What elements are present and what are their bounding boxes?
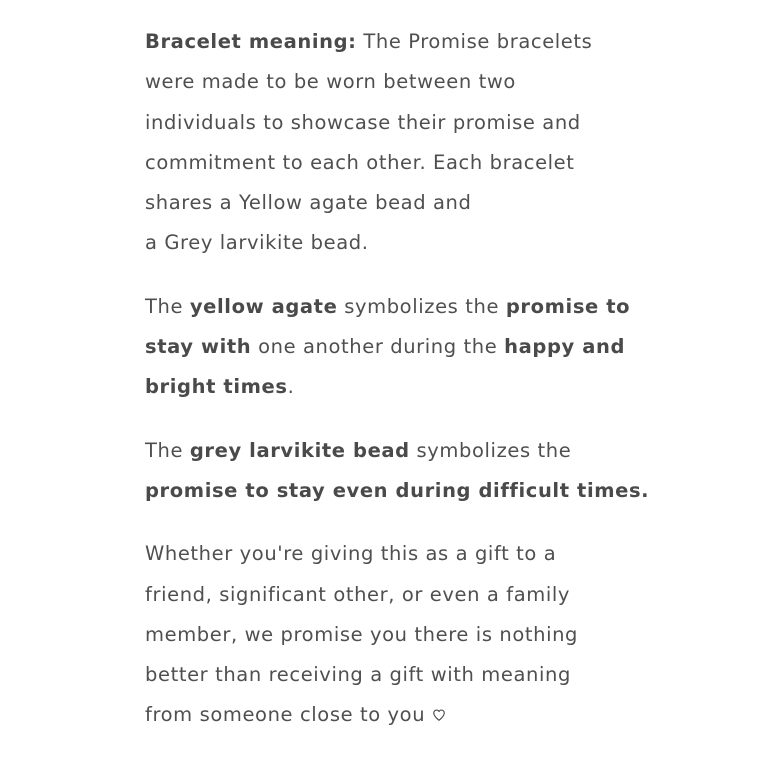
description-text: Whether you're giving this as a gift to a bbox=[145, 542, 557, 566]
bracelet-meaning-paragraph bbox=[145, 22, 625, 264]
description-text: . bbox=[287, 375, 295, 399]
highlight-text: promise to bbox=[505, 294, 631, 318]
description-text: symbolizes the bbox=[337, 294, 506, 318]
description-text: individuals to showcase their promise and bbox=[145, 110, 581, 134]
description-text: were made to be worn between two bbox=[145, 70, 516, 94]
description-text: The bbox=[145, 294, 190, 318]
heart-outline-icon bbox=[432, 708, 446, 722]
highlight-text: stay with bbox=[145, 335, 252, 359]
highlight-text: yellow agate bbox=[189, 294, 338, 318]
description-text: member, we promise you there is nothing bbox=[145, 622, 579, 646]
description-text: one another during the bbox=[251, 335, 505, 359]
description-text: The Promise bracelets bbox=[356, 30, 593, 53]
highlight-text: happy and bbox=[504, 335, 626, 359]
highlight-text: grey larvikite bead bbox=[189, 438, 410, 462]
highlight-text: bright times bbox=[145, 375, 288, 399]
bracelet-meaning-label: Bracelet meaning: bbox=[145, 30, 357, 53]
description-text: better than receiving a gift with meaning bbox=[145, 663, 571, 687]
description-text: The bbox=[145, 438, 190, 462]
description-text: commitment to each other. Each bracelet bbox=[145, 150, 575, 174]
yellow-agate-paragraph bbox=[145, 287, 631, 408]
grey-larvikite-paragraph bbox=[145, 431, 650, 512]
description-text: from someone close to you bbox=[145, 703, 432, 727]
product-description bbox=[145, 22, 650, 759]
description-text: shares a Yellow agate bead and bbox=[145, 191, 472, 215]
gift-paragraph bbox=[145, 534, 625, 735]
description-text: symbolizes the bbox=[409, 438, 572, 462]
highlight-text: promise to stay even during difficult times. bbox=[145, 478, 650, 502]
description-text: a Grey larvikite bead. bbox=[145, 231, 369, 255]
description-text: friend, significant other, or even a family bbox=[145, 582, 571, 606]
